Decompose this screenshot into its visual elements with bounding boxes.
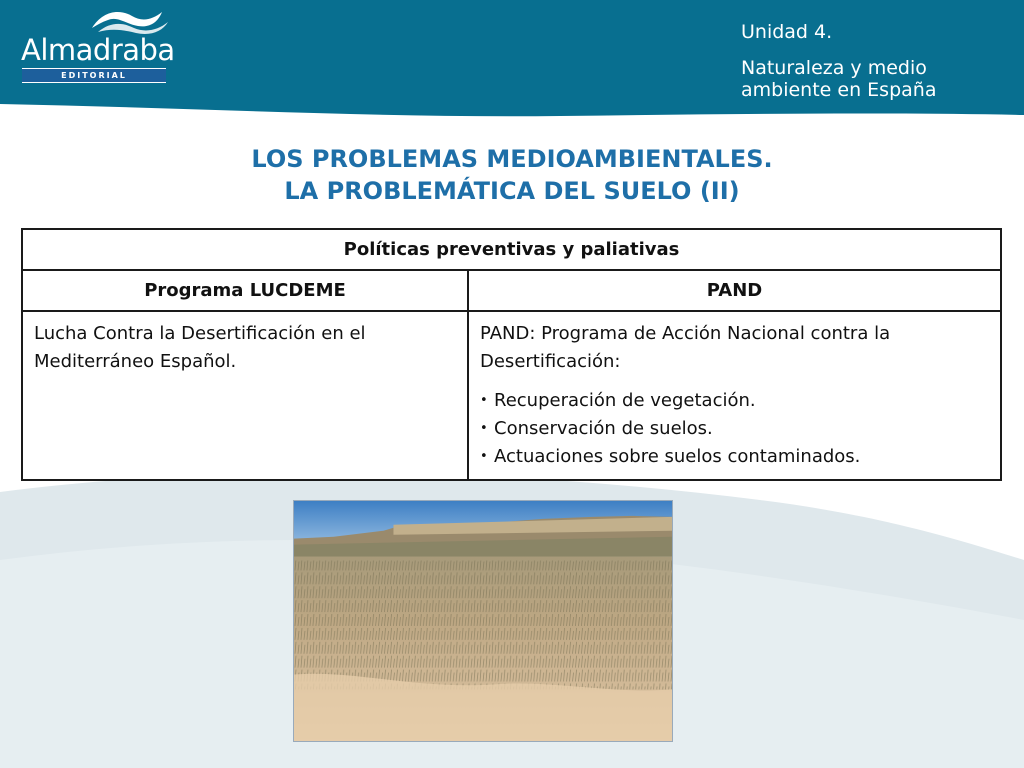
desertified-land-photo — [293, 500, 673, 742]
table-columns-row — [22, 270, 1001, 311]
unit-number: Unidad 4. — [741, 21, 833, 43]
table-row — [22, 311, 1001, 480]
slide-title — [0, 143, 1024, 207]
slide-title-line-2: LA PROBLEMÁTICA DEL SUELO (II) — [284, 177, 740, 205]
logo-subtitle-band — [22, 68, 166, 83]
pand-cell — [468, 311, 1001, 480]
policies-table — [21, 228, 1002, 481]
unit-title: Naturaleza y medio ambiente en España — [741, 57, 937, 101]
wave-logo-icon — [88, 6, 170, 36]
list-item: • Recuperación de vegetación. — [480, 387, 990, 415]
lucdeme-cell — [22, 311, 468, 480]
table-header-row — [22, 229, 1001, 270]
landscape-image — [294, 501, 672, 741]
slide-title-line-1: LOS PROBLEMAS MEDIOAMBIENTALES. — [251, 145, 773, 173]
list-item: • Conservación de suelos. — [480, 415, 990, 443]
almadraba-logo — [18, 6, 175, 80]
logo-subtitle: EDITORIAL — [61, 71, 127, 80]
column-lucdeme: Programa LUCDEME — [22, 270, 468, 311]
column-pand: PAND — [468, 270, 1001, 311]
pand-intro: PAND: Programa de Acción Nacional contra la Desertificación: — [480, 323, 891, 372]
list-item: • Actuaciones sobre suelos contaminados. — [480, 443, 990, 471]
table-header: Políticas preventivas y paliativas — [22, 229, 1001, 270]
pand-list — [480, 387, 990, 471]
logo-wordmark: Almadraba — [21, 33, 175, 67]
lucdeme-description: Lucha Contra la Desertificación en el Mediterráneo Español. — [34, 323, 366, 372]
unit-header — [741, 21, 936, 101]
